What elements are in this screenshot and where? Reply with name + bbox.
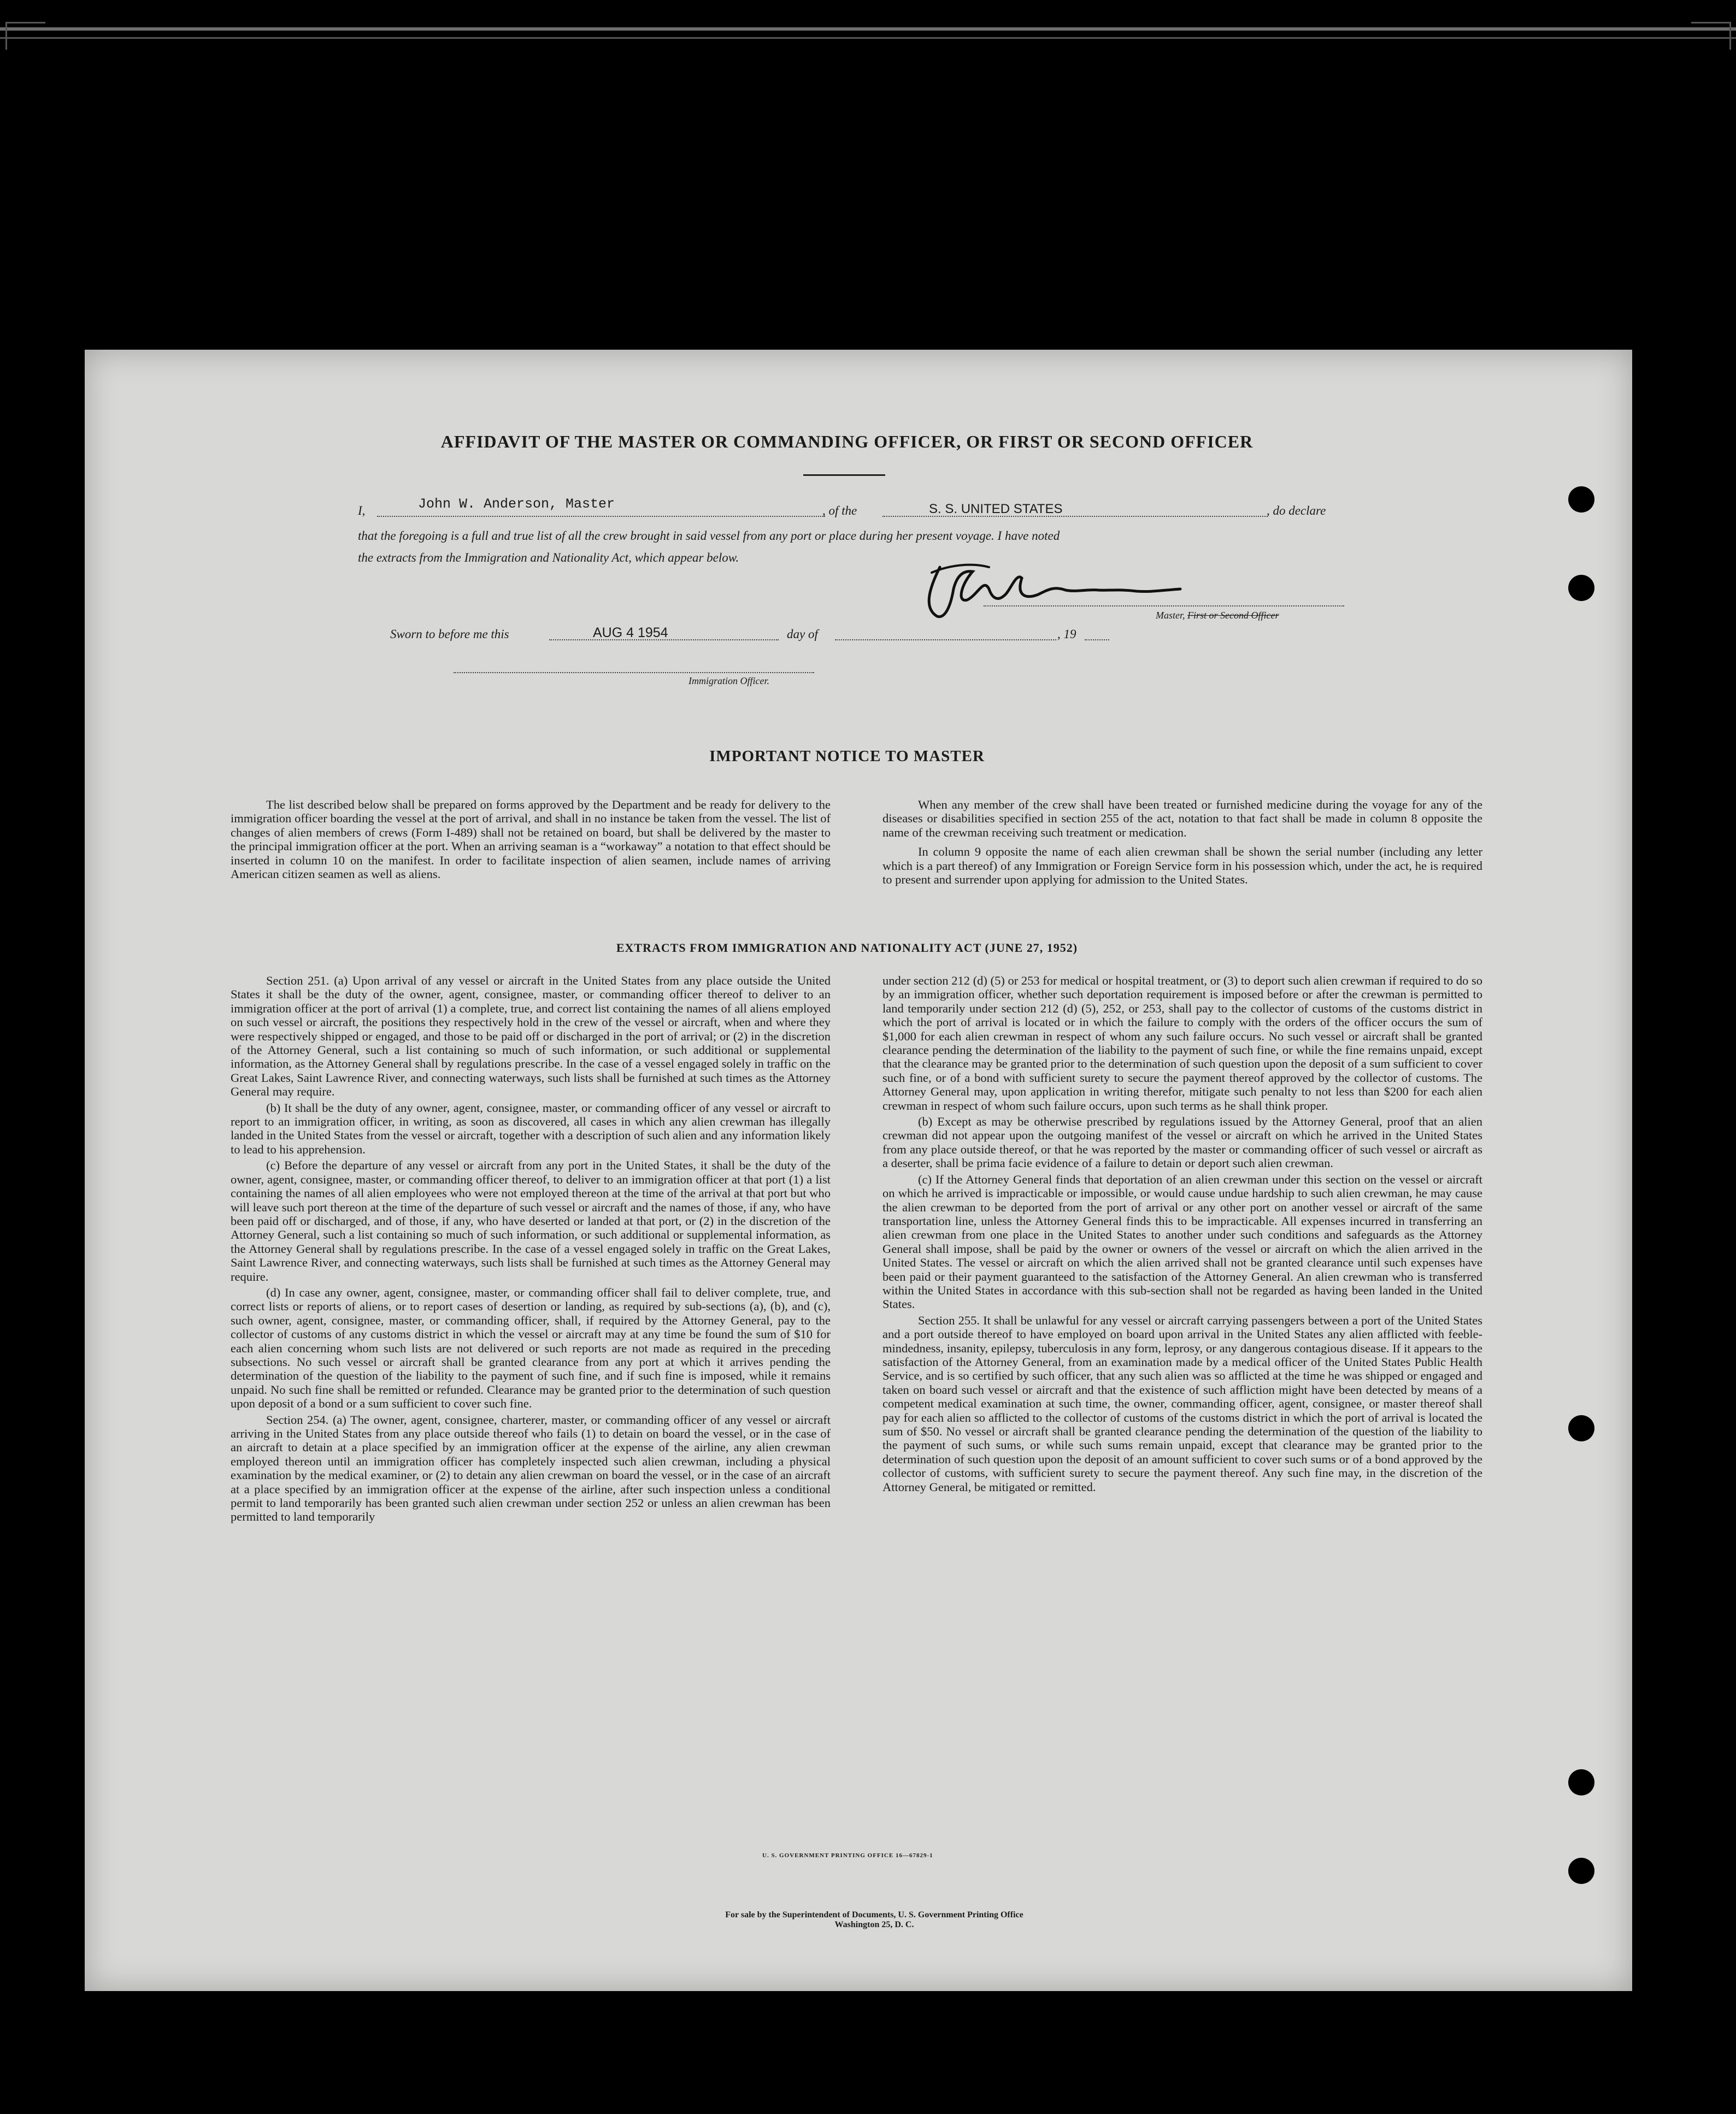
title-divider [803,474,885,476]
scan-corner-mark [5,22,45,50]
sale-info: For sale by the Superintendent of Documents, U. S. Government Printing Office Washington 25, D. C. [725,1910,1023,1929]
punch-hole [1568,1769,1594,1795]
immigration-officer-caption: Immigration Officer. [688,675,769,686]
vessel-name-value: S. S. UNITED STATES [929,502,1063,516]
extract-paragraph: (b) Except as may be otherwise prescribed by regulations issued by the Attorney General, proof that an alien crewman did not appear upon the outgoing manifest of the vessel or aircraft on which he arrived in the United States from any place outside thereof, or that he was reported by the master or commanding officer of such vessel or aircraft as a deserter, shall be prima facie evidence of a failure to detain or deport such alien crewman. [882,1115,1482,1170]
notice-paragraph: The list described below shall be prepared on forms approved by the Department and be ready for delivery to the immigration officer boarding the vessel at the port of arrival, and shall in no instance be taken from the vessel. The list of changes of alien members of crews (Form I-489) shall not be retained on board, but shall be delivered by the master to the principal immigration officer at the port. When an arriving seaman is a “workaway” a notation to that effect should be inserted in column 10 on the manifest. In order to facilitate inspection of alien seamen, include names of arriving American citizen seamen as well as aliens. [231,798,831,881]
day-of-label: day of [787,627,818,641]
notice-right-column [882,798,1482,888]
sworn-date-stamp: AUG 4 1954 [593,625,668,640]
affidavit-line-3: the extracts from the Immigration and Nationality Act, which appear below. [358,551,739,564]
year-line [1085,639,1109,640]
affidavit-line-2: that the foregoing is a full and true list of all the crew brought in said vessel from any port or place during her present voyage. I have noted [358,529,1060,543]
master-signature [907,556,1191,627]
punch-hole [1568,1415,1594,1441]
i-label: I, [358,504,366,517]
punch-hole [1568,575,1594,601]
master-caption: Master, First or Second Officer [1156,610,1279,621]
extract-paragraph: (c) If the Attorney General finds that deportation of an alien crewman under this section on the vessel or aircraft on which he arrived is impracticable or impossible, or would cause undue hardship to such alien crewman, he may cause the alien crewman to be deported from the port of arrival or any other port on another vessel or aircraft of the same transportation line, unless the Attorney General finds this to be impracticable. All expenses incurred in transferring an alien crewman from one place in the United States to another under such conditions and safeguards as the Attorney General shall impose, shall be paid by the owner or owners of the vessel or aircraft on which the alien arrived in the United States. The vessel or aircraft on which the alien arrived shall not be granted clearance until such expenses have been paid or their payment guaranteed to the satisfaction of the Attorney General. An alien crewman who is transferred within the United States in accordance with this sub-section shall not be regarded as having been landed in the United States. [882,1172,1482,1311]
notice-paragraph: In column 9 opposite the name of each alien crewman shall be shown the serial number (including any letter which is a part thereof) of any Immigration or Foreign Service form in his possession which, under the act, he is required to present and surrender upon applying for admission to the United States. [882,845,1482,887]
sworn-label: Sworn to before me this [390,627,509,641]
immigration-officer-line [454,672,814,673]
year-label: , 19 [1057,627,1076,641]
of-the-label: , of the [822,504,857,517]
day-of-line [835,639,1056,640]
do-declare-label: , do declare [1267,504,1326,517]
extracts-left-column [231,974,831,1526]
extract-paragraph: Section 251. (a) Upon arrival of any vessel or aircraft in the United States from any place outside the United States it shall be the duty of the owner, agent, consignee, master, or commanding officer thereof to deliver to an immigration officer at the port of arrival (1) a complete, true, and correct list containing the names of all aliens employed on such vessel or aircraft, the positions they respectively hold in the crew of the vessel or aircraft, when and where they were respectively shipped or engaged, and those to be paid off or discharged in the port of arrival; or (2) in the discretion of the Attorney General, such a list containing so much of such information, or such additional or supplemental information, as the Attorney General shall by regulations prescribe. In the case of a vessel engaged solely in traffic on the Great Lakes, Saint Lawrence River, and connecting waterways, such lists shall be furnished at such times as the Attorney General may require. [231,974,831,1099]
extract-paragraph: (c) Before the departure of any vessel or aircraft from any port in the United States, it shall be the duty of the owner, agent, consignee, master, or commanding officer thereof, to deliver to an immigration officer at that port (1) a list containing the names of all alien employees who were not employed thereon at the time of the arrival at that port but who will leave such port thereon at the time of the departure of such vessel or aircraft and the names of those, if any, who have been paid off or discharged, and of those, if any, who have deserted or landed at that port, or (2) in the discretion of the Attorney General, such a list containing so much of such information, or such additional or supplemental information, as the Attorney General shall by regulations prescribe. In the case of a vessel engaged solely in traffic on the Great Lakes, Saint Lawrence River, and connecting waterways, such lists shall be furnished at such times as the Attorney General may require. [231,1158,831,1283]
affidavit-title: AFFIDAVIT OF THE MASTER OR COMMANDING OFFICER, OR FIRST OR SECOND OFFICER [440,432,1254,451]
extract-paragraph: Section 254. (a) The owner, agent, consignee, charterer, master, or commanding officer of any vessel or aircraft arriving in the United States from any place outside thereof who fails (1) to detain on board the vessel, or in the case of an aircraft to detain at a place specified by an immigration officer at the expense of the airline, any alien crewman employed thereon until an immigration officer has completely inspected such alien crewman, including a physical examination by the medical examiner, or (2) to detain any alien crewman on board the vessel, or in the case of an aircraft at a place specified by an immigration officer at the expense of the airline, after such inspection unless a conditional permit to land temporarily has been granted such alien crewman under section 252 or unless an alien crewman has been permitted to land temporarily [231,1412,831,1524]
scan-corner-mark [1691,22,1731,50]
master-name-value: John W. Anderson, Master [418,496,615,512]
name-field-line [377,516,825,517]
extract-paragraph: (d) In case any owner, agent, consignee, master, or commanding officer shall fail to deliver complete, true, and correct lists or reports of aliens, or to report cases of desertion or landing, as required by sub-sections (a), (b), and (c), such owner, agent, consignee, master, or commanding officer, shall, if required by the Attorney General, pay to the collector of customs of any customs district in which the vessel or aircraft may at any time be found the sum of $10 for each alien concerning whom such lists are not delivered or such reports are not made as required in the preceding subsections. No such vessel or aircraft shall be granted clearance from any port at which it arrives pending the determination of the question of the liability to the payment of such fine, and if such fine is imposed, while it remains unpaid. No such fine shall be remitted or refunded. Clearance may be granted prior to the determination of such question upon deposit of a bond or a sum sufficient to cover such fine. [231,1285,831,1411]
signature-line [984,605,1344,606]
extract-paragraph: Section 255. It shall be unlawful for any vessel or aircraft carrying passengers between a port of the United States and a port outside thereof to have employed on board upon arrival in the United States any alien afflicted with feeble-mindedness, insanity, epilepsy, tuberculosis in any form, leprosy, or any dangerous contagious disease. If it appears to the satisfaction of the Attorney General, from an examination made by a medical officer of the United States Public Health Service, and is so certified by such officer, that any such alien was so afflicted at the time he was shipped or engaged and taken on board such vessel or aircraft and that the existence of such affliction might have been detected by means of a competent medical examination at such time, the owner, commanding officer, agent, consignee, or master thereof shall pay for each alien so afflicted to the collector of customs of the customs district in which the port of arrival is located the sum of $50. No vessel or aircraft shall be granted clearance pending the determination of the question of the liability to the payment of such sums, or while such sums remain unpaid, except that clearance may be granted prior to the determination of such question upon the deposit of an amount sufficient to cover such sums or of a bond approved by the collector of customs, with sufficient surety to secure the payment thereof. Any such fine may, in the discretion of the Attorney General, be mitigated or remitted. [882,1313,1482,1494]
scan-frame-line [0,37,1736,39]
extract-paragraph: under section 212 (d) (5) or 253 for medical or hospital treatment, or (3) to deport such alien crewman if required to do so by an immigration officer, whether such deportation requirement is imposed before or after the crewman is permitted to land temporarily under section 212 (d) (5), 252, or 253, shall pay to the collector of customs of the customs district in which the port of arrival is located or in which the failure to comply with the orders of the officer occurs the sum of $1,000 for each alien crewman in respect of whom any such failure occurs. No such vessel or aircraft shall be granted clearance pending the determination of the liability to the payment of such fine, or while the fine remains unpaid, except that the clearance may be granted prior to the determination of such question upon the deposit of a sum sufficient to cover such fine, or of a bond with sufficient surety to secure the payment thereof approved by the collector of customs. The Attorney General may, upon application in writing therefor, mitigate such penalty to not less than $200 for each alien crewman in respect of whom such failure occurs, upon such terms as he shall think proper. [882,974,1482,1112]
extracts-right-column [882,974,1482,1496]
printing-office-line: U. S. GOVERNMENT PRINTING OFFICE 16—67829-1 [762,1852,933,1859]
struck-officer-caption: First or Second Officer [1187,610,1279,621]
scan-frame-line [0,27,1736,31]
notice-paragraph: When any member of the crew shall have been treated or furnished medicine during the voyage for any of the diseases or disabilities specified in section 255 of the act, notation to that fact shall be made in column 8 opposite the name of the crewman receiving such treatment or medication. [882,798,1482,839]
extracts-title: EXTRACTS FROM IMMIGRATION AND NATIONALITY ACT (JUNE 27, 1952) [616,941,1078,955]
notice-left-column [231,798,831,883]
notice-title: IMPORTANT NOTICE TO MASTER [709,747,985,765]
punch-hole [1568,1858,1594,1884]
extract-paragraph: (b) It shall be the duty of any owner, agent, consignee, master, or commanding officer of any vessel or aircraft to report to an immigration officer, in writing, as soon as discovered, all cases in which any alien crewman has illegally landed in the United States from the vessel or aircraft, together with a description of such alien and any information likely to lead to his apprehension. [231,1100,831,1156]
punch-hole [1568,486,1594,513]
